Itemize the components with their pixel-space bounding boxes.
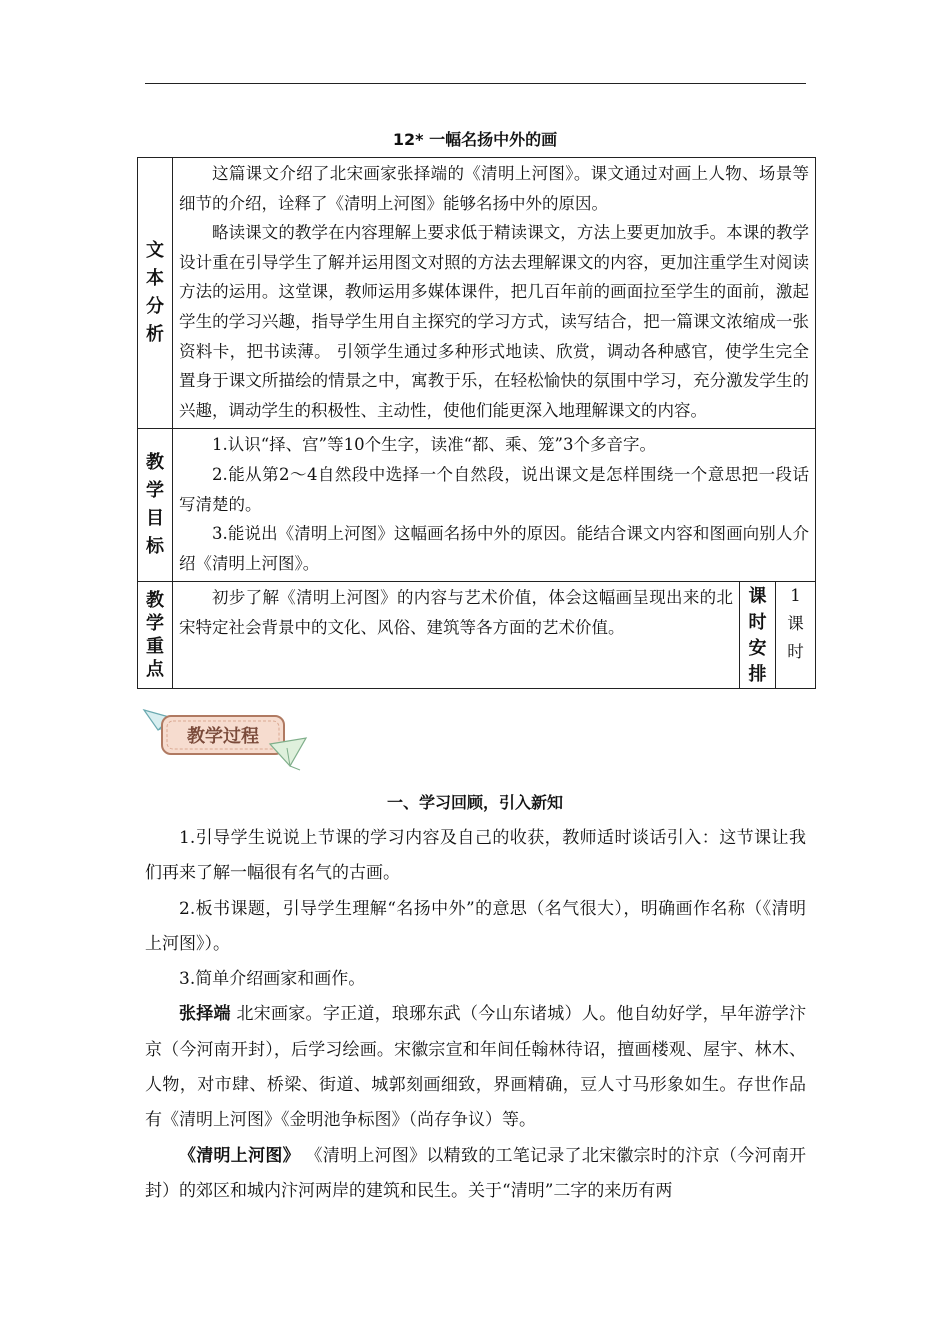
analysis-paragraph: 略读课文的教学在内容理解上要求低于精读课文，方法上要更加放手。本课的教学设计重在引导学生了解并运用图文对照的方法去理解课文的内容，更加注重学生对阅读方法的运用。这堂课，教师运用多媒体课件，把几百年前的画面拉至学生的面前，激起学生的学习兴趣，指导学生用自主探究的学习方式，读写结合，把一篇课文浓缩成一张资料卡，把书读薄。 引领学生通过多种形式地读、欣赏，调动各种感官，使学生完全置身于课文所描绘的情景之中，寓教于乐，在轻松愉快的氛围中学习，充分激发学生的兴趣，调动学生的积极性、主动性，使他们能更深入地理解课文的内容。 xyxy=(179,223,810,420)
focus-row xyxy=(138,582,816,689)
goals-text xyxy=(173,429,816,582)
analysis-text xyxy=(173,158,816,429)
painting-paragraph: 《清明上河图》 《清明上河图》以精致的工笔记录了北宋徽宗时的汴京（今河南开封）的郊区和城内汴河两岸的建筑和民生。关于“清明”二字的来历有两 xyxy=(145,1145,807,1201)
teaching-process-banner xyxy=(140,700,310,772)
focus-label: 教 学 重 点 xyxy=(138,582,173,689)
step-paragraph: 3.简单介绍画家和画作。 xyxy=(179,969,366,990)
schedule-label: 课 时 安 排 xyxy=(740,582,776,689)
painter-paragraph: 张择端 北宋画家。字正道，琅琊东武（今山东诸城）人。他自幼好学，早年游学汴京（今河南开封），后学习绘画。宋徽宗宣和年间任翰林待诏，擅画楼观、屋宇、林木、人物，对市肆、桥梁、街道、城郭刻画细致，界画精确，豆人寸马形象如生。存世作品有《清明上河图》《金明池争标图》（尚存争议）等。 xyxy=(145,1004,807,1131)
painting-term: 《清明上河图》 xyxy=(179,1145,300,1166)
analysis-row xyxy=(138,158,816,429)
goals-row xyxy=(138,429,816,582)
banner-label: 教学过程 xyxy=(187,726,259,747)
painter-term: 张择端 xyxy=(179,1004,231,1025)
goal-item: 1.认识“择、宫”等10个生字，读准“都、乘、笼”3个多音字。 xyxy=(212,435,656,455)
lesson-title: 12* 一幅名扬中外的画 xyxy=(392,130,558,149)
header-rule xyxy=(145,83,806,84)
goal-item: 2.能从第2～4自然段中选择一个自然段，说出课文是怎样围绕一个意思把一段话写清楚的。 xyxy=(179,464,810,514)
goal-item: 3.能说出《清明上河图》这幅画名扬中外的原因。能结合课文内容和图画向别人介绍《清明上河图》。 xyxy=(179,524,810,573)
section-heading: 一、学习回顾，引入新知 xyxy=(386,793,563,812)
analysis-label: 文 本 分 析 xyxy=(138,158,173,429)
goals-label: 教 学 目 标 xyxy=(138,429,173,582)
paper-plane-banner-icon xyxy=(140,700,310,772)
step-paragraph: 1.引导学生说说上节课的学习内容及自己的收获，教师适时谈话引入：这节课让我们再来了解一幅很有名气的古画。 xyxy=(145,828,806,884)
schedule-value: 1 课 时 xyxy=(776,582,816,689)
section-body xyxy=(145,821,806,1209)
analysis-paragraph: 这篇课文介绍了北宋画家张择端的《清明上河图》。课文通过对画上人物、场景等细节的介绍，诠释了《清明上河图》能够名扬中外的原因。 xyxy=(179,164,810,213)
focus-text: 初步了解《清明上河图》的内容与艺术价值，体会这幅画呈现出来的北宋特定社会背景中的文化、风俗、建筑等各方面的艺术价值。 xyxy=(173,582,740,689)
lesson-plan-table xyxy=(137,157,816,689)
step-paragraph: 2.板书课题，引导学生理解“名扬中外”的意思（名气很大），明确画作名称（《清明上河图》）。 xyxy=(145,898,806,954)
